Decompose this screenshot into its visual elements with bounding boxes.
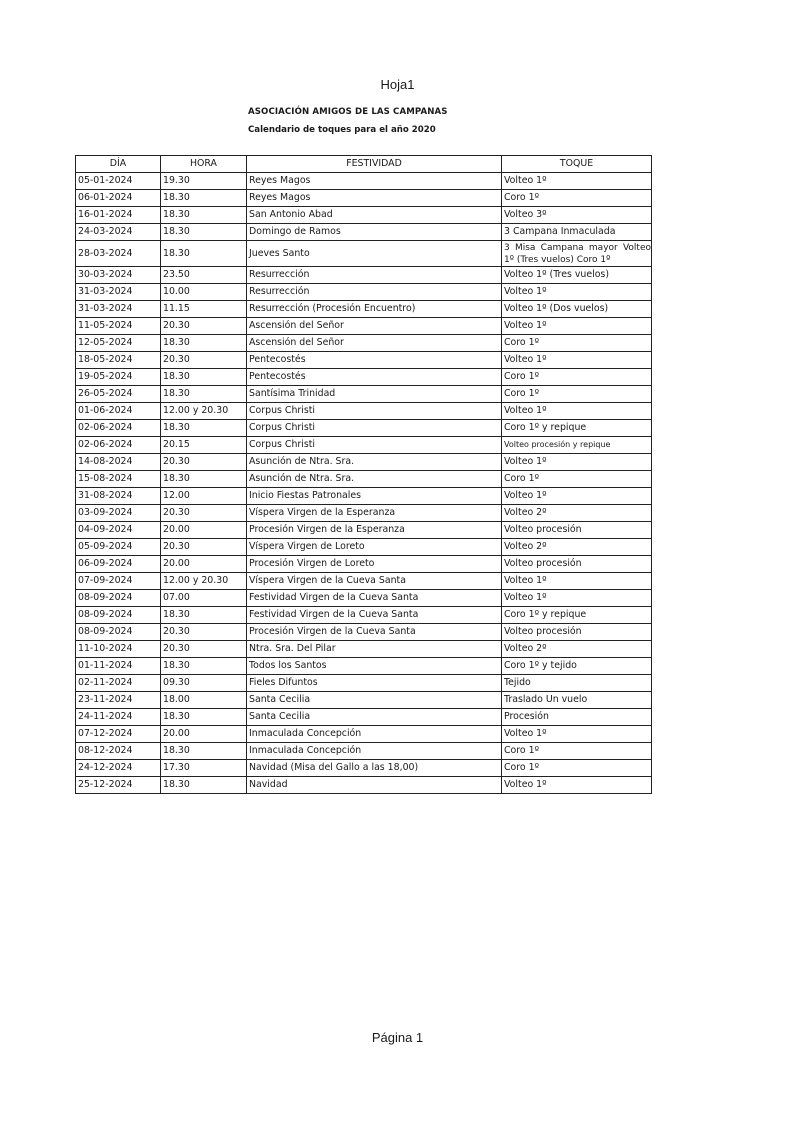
cell-dia: 06-09-2024: [76, 556, 161, 573]
cell-dia: 14-08-2024: [76, 454, 161, 471]
cell-festividad: Resurrección (Procesión Encuentro): [247, 301, 502, 318]
cell-dia: 06-01-2024: [76, 190, 161, 207]
cell-dia: 19-05-2024: [76, 369, 161, 386]
cell-dia: 03-09-2024: [76, 505, 161, 522]
table-row: [76, 505, 652, 522]
cell-toque: Coro 1º y repique: [502, 607, 652, 624]
cell-festividad: Reyes Magos: [247, 190, 502, 207]
table-row: [76, 760, 652, 777]
cell-dia: 02-06-2024: [76, 437, 161, 454]
cell-festividad: Procesión Virgen de Loreto: [247, 556, 502, 573]
cell-dia: 31-03-2024: [76, 301, 161, 318]
cell-festividad: Festividad Virgen de la Cueva Santa: [247, 590, 502, 607]
cell-festividad: Pentecostés: [247, 369, 502, 386]
table-row: [76, 726, 652, 743]
cell-festividad: Procesión Virgen de la Cueva Santa: [247, 624, 502, 641]
cell-dia: 08-09-2024: [76, 590, 161, 607]
cell-festividad: Víspera Virgen de la Esperanza: [247, 505, 502, 522]
table-row: [76, 190, 652, 207]
cell-toque: Volteo procesión: [502, 624, 652, 641]
cell-toque: Tejido: [502, 675, 652, 692]
cell-hora: 18.30: [161, 190, 247, 207]
cell-hora: 20.30: [161, 624, 247, 641]
table-row: [76, 241, 652, 267]
table-row: [76, 284, 652, 301]
table-row: [76, 301, 652, 318]
cell-festividad: Corpus Christi: [247, 403, 502, 420]
cell-hora: 18.30: [161, 777, 247, 794]
cell-festividad: Asunción de Ntra. Sra.: [247, 471, 502, 488]
column-header-dia: DÍA: [76, 156, 161, 173]
cell-hora: 20.30: [161, 641, 247, 658]
cell-toque: Volteo 3º: [502, 207, 652, 224]
cell-festividad: Festividad Virgen de la Cueva Santa: [247, 607, 502, 624]
cell-hora: 07.00: [161, 590, 247, 607]
cell-hora: 20.30: [161, 318, 247, 335]
cell-toque: Coro 1º: [502, 471, 652, 488]
cell-toque: Volteo 1º (Tres vuelos): [502, 267, 652, 284]
cell-dia: 16-01-2024: [76, 207, 161, 224]
cell-festividad: Navidad (Misa del Gallo a las 18,00): [247, 760, 502, 777]
cell-toque: Volteo 1º: [502, 403, 652, 420]
cell-toque: Procesión: [502, 709, 652, 726]
cell-dia: 07-09-2024: [76, 573, 161, 590]
cell-toque: Coro 1º: [502, 743, 652, 760]
table-row: [76, 743, 652, 760]
cell-festividad: Fieles Difuntos: [247, 675, 502, 692]
cell-toque: Volteo 1º: [502, 590, 652, 607]
cell-dia: 11-10-2024: [76, 641, 161, 658]
cell-toque: Volteo 1º (Dos vuelos): [502, 301, 652, 318]
calendar-subtitle: Calendario de toques para el año 2020: [248, 125, 436, 135]
table-row: [76, 692, 652, 709]
cell-hora: 23.50: [161, 267, 247, 284]
cell-festividad: Asunción de Ntra. Sra.: [247, 454, 502, 471]
cell-festividad: Santísima Trinidad: [247, 386, 502, 403]
cell-toque: Coro 1º: [502, 760, 652, 777]
cell-toque: 3 Campana Inmaculada: [502, 224, 652, 241]
table-row: [76, 420, 652, 437]
cell-toque: Volteo 1º: [502, 488, 652, 505]
cell-hora: 18.30: [161, 471, 247, 488]
sheet-title: Hoja1: [380, 77, 415, 92]
cell-hora: 18.30: [161, 335, 247, 352]
organization-name: ASOCIACIÓN AMIGOS DE LAS CAMPANAS: [248, 107, 448, 117]
cell-dia: 31-08-2024: [76, 488, 161, 505]
cell-dia: 08-12-2024: [76, 743, 161, 760]
cell-hora: 18.30: [161, 224, 247, 241]
cell-dia: 02-11-2024: [76, 675, 161, 692]
cell-toque: Volteo 1º: [502, 573, 652, 590]
cell-dia: 11-05-2024: [76, 318, 161, 335]
cell-toque: Volteo 1º: [502, 454, 652, 471]
cell-festividad: Resurrección: [247, 267, 502, 284]
table-row: [76, 641, 652, 658]
cell-dia: 24-03-2024: [76, 224, 161, 241]
cell-hora: 20.15: [161, 437, 247, 454]
cell-toque: Coro 1º y tejido: [502, 658, 652, 675]
cell-toque: Volteo 2º: [502, 539, 652, 556]
cell-festividad: Corpus Christi: [247, 420, 502, 437]
cell-dia: 01-06-2024: [76, 403, 161, 420]
column-header-hora: HORA: [161, 156, 247, 173]
cell-dia: 08-09-2024: [76, 607, 161, 624]
cell-festividad: Inmaculada Concepción: [247, 743, 502, 760]
cell-toque: Volteo 2º: [502, 505, 652, 522]
cell-toque: Volteo procesión: [502, 556, 652, 573]
cell-toque: Volteo 1º: [502, 352, 652, 369]
table-row: [76, 556, 652, 573]
cell-hora: 20.30: [161, 505, 247, 522]
table-row: [76, 709, 652, 726]
table-row: [76, 675, 652, 692]
cell-dia: 02-06-2024: [76, 420, 161, 437]
cell-dia: 23-11-2024: [76, 692, 161, 709]
cell-hora: 18.30: [161, 743, 247, 760]
cell-hora: 17.30: [161, 760, 247, 777]
table-row: [76, 207, 652, 224]
cell-dia: 25-12-2024: [76, 777, 161, 794]
table-row: [76, 403, 652, 420]
table-row: [76, 607, 652, 624]
cell-dia: 24-12-2024: [76, 760, 161, 777]
cell-dia: 31-03-2024: [76, 284, 161, 301]
table-row: [76, 369, 652, 386]
table-row: [76, 318, 652, 335]
bell-calendar-table: [75, 155, 652, 794]
cell-hora: 18.00: [161, 692, 247, 709]
cell-dia: 04-09-2024: [76, 522, 161, 539]
cell-dia: 15-08-2024: [76, 471, 161, 488]
cell-toque: Volteo 1º: [502, 284, 652, 301]
cell-dia: 01-11-2024: [76, 658, 161, 675]
cell-festividad: Víspera Virgen de la Cueva Santa: [247, 573, 502, 590]
cell-festividad: Pentecostés: [247, 352, 502, 369]
table-row: [76, 352, 652, 369]
cell-festividad: Inmaculada Concepción: [247, 726, 502, 743]
cell-hora: 20.30: [161, 352, 247, 369]
table-row: [76, 386, 652, 403]
cell-dia: 12-05-2024: [76, 335, 161, 352]
cell-hora: 09.30: [161, 675, 247, 692]
cell-hora: 20.00: [161, 522, 247, 539]
cell-festividad: Jueves Santo: [247, 241, 502, 267]
cell-festividad: Santa Cecilia: [247, 709, 502, 726]
table-row: [76, 488, 652, 505]
cell-dia: 24-11-2024: [76, 709, 161, 726]
cell-toque: Volteo 1º: [502, 318, 652, 335]
cell-toque: Coro 1º: [502, 190, 652, 207]
table-row: [76, 471, 652, 488]
cell-hora: 19.30: [161, 173, 247, 190]
cell-festividad: Resurrección: [247, 284, 502, 301]
table-row: [76, 777, 652, 794]
cell-hora: 18.30: [161, 709, 247, 726]
table-row: [76, 224, 652, 241]
cell-toque: Volteo 1º: [502, 777, 652, 794]
table-row: [76, 539, 652, 556]
cell-hora: 12.00: [161, 488, 247, 505]
cell-dia: 18-05-2024: [76, 352, 161, 369]
cell-dia: 26-05-2024: [76, 386, 161, 403]
page-footer: Página 1: [371, 1030, 424, 1045]
table-row: [76, 437, 652, 454]
cell-dia: 05-01-2024: [76, 173, 161, 190]
cell-toque: Volteo 2º: [502, 641, 652, 658]
cell-dia: 08-09-2024: [76, 624, 161, 641]
cell-festividad: Inicio Fiestas Patronales: [247, 488, 502, 505]
table-row: [76, 658, 652, 675]
cell-toque: Coro 1º: [502, 369, 652, 386]
table-row: [76, 590, 652, 607]
cell-toque: Volteo procesión y repique: [502, 437, 652, 454]
cell-hora: 12.00 y 20.30: [161, 403, 247, 420]
cell-festividad: Ntra. Sra. Del Pilar: [247, 641, 502, 658]
cell-dia: 07-12-2024: [76, 726, 161, 743]
cell-dia: 30-03-2024: [76, 267, 161, 284]
table-row: [76, 454, 652, 471]
cell-toque: Volteo procesión: [502, 522, 652, 539]
cell-hora: 18.30: [161, 207, 247, 224]
cell-festividad: San Antonio Abad: [247, 207, 502, 224]
cell-hora: 18.30: [161, 658, 247, 675]
cell-festividad: Todos los Santos: [247, 658, 502, 675]
cell-festividad: Ascensión del Señor: [247, 318, 502, 335]
cell-hora: 18.30: [161, 241, 247, 267]
table-row: [76, 522, 652, 539]
table-row: [76, 335, 652, 352]
cell-hora: 18.30: [161, 607, 247, 624]
cell-festividad: Navidad: [247, 777, 502, 794]
table-row: [76, 624, 652, 641]
table-row: [76, 573, 652, 590]
cell-toque: Coro 1º: [502, 335, 652, 352]
cell-festividad: Reyes Magos: [247, 173, 502, 190]
cell-hora: 12.00 y 20.30: [161, 573, 247, 590]
cell-festividad: Ascensión del Señor: [247, 335, 502, 352]
cell-toque: 3 Misa Campana mayor Volteo 1º (Tres vuelos) Coro 1º: [502, 241, 652, 267]
table-row: [76, 173, 652, 190]
column-header-festividad: FESTIVIDAD: [247, 156, 502, 173]
cell-dia: 05-09-2024: [76, 539, 161, 556]
cell-toque: Traslado Un vuelo: [502, 692, 652, 709]
cell-toque: Volteo 1º: [502, 173, 652, 190]
cell-hora: 20.30: [161, 454, 247, 471]
cell-dia: 28-03-2024: [76, 241, 161, 267]
table-header-row: [76, 156, 652, 173]
cell-festividad: Domingo de Ramos: [247, 224, 502, 241]
cell-hora: 20.30: [161, 539, 247, 556]
cell-hora: 10.00: [161, 284, 247, 301]
table-body: [76, 173, 652, 794]
cell-festividad: Víspera Virgen de Loreto: [247, 539, 502, 556]
cell-hora: 11.15: [161, 301, 247, 318]
cell-hora: 20.00: [161, 556, 247, 573]
cell-hora: 18.30: [161, 386, 247, 403]
cell-hora: 18.30: [161, 420, 247, 437]
cell-hora: 18.30: [161, 369, 247, 386]
cell-festividad: Corpus Christi: [247, 437, 502, 454]
table-row: [76, 267, 652, 284]
cell-festividad: Santa Cecilia: [247, 692, 502, 709]
column-header-toque: TOQUE: [502, 156, 652, 173]
cell-toque: Coro 1º y repique: [502, 420, 652, 437]
cell-hora: 20.00: [161, 726, 247, 743]
cell-toque: Coro 1º: [502, 386, 652, 403]
cell-toque: Volteo 1º: [502, 726, 652, 743]
cell-festividad: Procesión Virgen de la Esperanza: [247, 522, 502, 539]
